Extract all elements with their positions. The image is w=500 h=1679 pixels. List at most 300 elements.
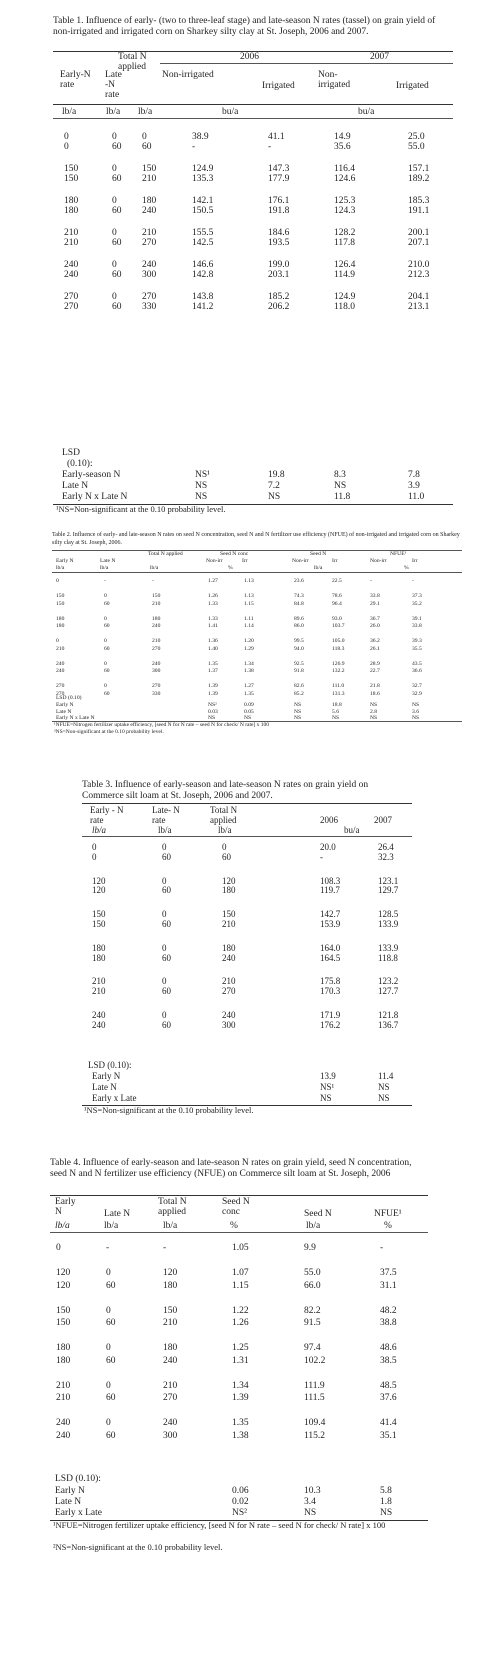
unit: % [230, 1221, 238, 1231]
table-cell: 0 [162, 1010, 167, 1020]
lsd-cell: NS [412, 702, 420, 708]
table-cell: 39.3 [412, 638, 422, 644]
lsd-cell: 13.9 [320, 1071, 336, 1081]
table-cell: 0 [56, 1243, 61, 1253]
table-cell: 82.2 [304, 1305, 321, 1316]
table-cell: 132.2 [332, 668, 345, 674]
unit: lb/a [163, 1221, 178, 1231]
lsd-cell: 10.3 [304, 1486, 321, 1496]
table-2-head-rule [52, 572, 462, 573]
lsd-title: LSD (0.10) [56, 695, 82, 701]
unit-bua: bu/a [358, 107, 375, 117]
table-cell: 1.25 [232, 1343, 249, 1353]
table-cell: 86.0 [294, 623, 304, 629]
early-n-header: Early - N rate [90, 805, 124, 825]
table-cell: 0 [162, 875, 167, 886]
table-cell: - [320, 851, 323, 862]
table-cell: 176.1 [268, 196, 290, 206]
table-cell: 240 [64, 270, 79, 280]
table-cell: 0 [112, 132, 117, 142]
table-3-caption: Table 3. Influence of early-season and late-season N rates on grain yield on Commerce silt loam at St. Joseph, 2006 and 2007. [82, 780, 369, 801]
table-4-footnote-2: ²NS=Non-significant at the 0.10 probability level. [53, 1542, 223, 1552]
lsd-cell: 11.0 [408, 492, 425, 502]
table-cell: 60 [104, 645, 110, 652]
lsd-cell: NS [332, 715, 340, 721]
lsd-cell: NS [380, 1508, 393, 1518]
table-cell: 91.5 [304, 1318, 321, 1328]
table-cell: 270 [64, 302, 79, 312]
lsd-cell: Early x Late [55, 1508, 102, 1518]
table-cell: 60 [112, 238, 122, 248]
table-cell: 180 [56, 623, 65, 629]
unit-bua: bu/a [344, 825, 360, 835]
table-1-head-rule [53, 104, 453, 105]
table-cell: 124.3 [334, 206, 356, 216]
nfue-header: NFUE¹ [374, 1209, 402, 1219]
irr-header: Irr [332, 558, 338, 564]
table-cell: 18.6 [370, 690, 380, 697]
table-cell: 60 [106, 1393, 116, 1403]
table-cell: - [163, 1243, 167, 1253]
table-cell: 111.9 [304, 1380, 325, 1391]
table-cell: 1.11 [244, 615, 254, 622]
late-n-header: Late N [104, 1209, 131, 1219]
table-cell: 97.4 [304, 1343, 321, 1353]
table-cell: 111.5 [304, 1393, 325, 1403]
table-cell: 184.6 [268, 228, 290, 238]
unit-lba: lb/a [138, 107, 153, 117]
table-cell: 60 [112, 302, 122, 312]
table-cell: 1.40 [208, 645, 218, 652]
table-cell: 135.3 [192, 174, 214, 184]
table-cell: 142.5 [192, 238, 214, 248]
table-cell: 121.8 [378, 1010, 399, 1020]
table-4-caption: Table 4. Influence of early-season and late-season N rates on grain yield, seed N concentration, seed N and N fertilizer use efficiency (NFUE) on Commerce silt loam at St. Joseph, 2006 [50, 1158, 412, 1179]
nonirrigated-2006-header: Non-irrigated [162, 70, 214, 80]
lsd-cell: 0.02 [232, 1497, 249, 1507]
table-cell: - [268, 142, 272, 152]
table-cell: 146.6 [192, 260, 214, 270]
early-n-header: Early N [55, 1197, 76, 1217]
lsd-cell: 19.8 [268, 470, 285, 480]
table-cell: 1.39 [208, 683, 218, 689]
table-cell: 41.1 [268, 132, 285, 142]
table-cell: 119.7 [320, 885, 340, 896]
lsd-cell: 2.8 [370, 708, 377, 715]
table-cell: 33.8 [412, 623, 422, 629]
table-cell: 1.34 [232, 1380, 249, 1391]
table-cell: 240 [92, 1019, 106, 1030]
table-cell: 150 [222, 909, 236, 920]
nfue-header: NFUE¹ [390, 551, 407, 557]
table-cell: 177.9 [268, 174, 290, 184]
unit: lb/a [314, 565, 323, 571]
table-1-unit-rule [53, 118, 453, 119]
table-cell: 60 [112, 174, 122, 184]
table-cell: 185.3 [408, 196, 430, 206]
table-cell: 38.5 [380, 1355, 397, 1366]
lsd-cell: NS [378, 1082, 390, 1092]
table-cell: 210 [56, 1393, 71, 1403]
table-cell: 128.2 [334, 228, 356, 238]
table-cell: - [104, 578, 106, 584]
table-cell: 0 [162, 842, 167, 852]
lsd-cell: 7.2 [268, 481, 280, 491]
unit-bua: bu/a [222, 107, 239, 117]
table-cell: 21.8 [370, 683, 380, 689]
lsd-cell: Early N x Late N [56, 715, 95, 721]
table-cell: 0 [64, 132, 69, 142]
table-cell: 60 [112, 270, 122, 280]
unit: lb/a [92, 825, 107, 835]
table-cell: 126.4 [334, 260, 356, 270]
table-cell: 189.2 [408, 174, 430, 184]
table-cell: 0 [112, 292, 117, 302]
table-cell: 150 [163, 1305, 178, 1316]
table-cell: 127.7 [378, 986, 399, 997]
table-cell: 0 [162, 976, 167, 987]
lsd-cell: 3.6 [412, 708, 419, 715]
seed-n-header: Seed N [304, 1209, 332, 1219]
table-cell: 91.8 [294, 668, 304, 674]
table-cell: 133.9 [378, 919, 399, 929]
table-cell: 60 [162, 919, 171, 929]
table-cell: 0 [142, 132, 147, 142]
table-cell: 60 [162, 952, 171, 963]
year-2007-header: 2007 [370, 52, 389, 62]
table-cell: 39.1 [412, 615, 422, 622]
unit: % [228, 565, 233, 571]
lsd-cell: NS [320, 1093, 332, 1103]
table-cell: 124.6 [334, 174, 356, 184]
unit: lb/a [150, 565, 159, 571]
table-cell: - [412, 578, 414, 584]
table-cell: 300 [163, 1430, 178, 1441]
table-cell: 180 [222, 942, 236, 953]
table-cell: 150 [64, 164, 79, 174]
table-cell: 240 [222, 1010, 236, 1020]
unit: lb/a [158, 825, 172, 835]
table-cell: 210 [163, 1318, 178, 1328]
table-cell: 150 [92, 909, 106, 920]
table-cell: 330 [142, 302, 157, 312]
lsd-cell: NS [244, 715, 252, 721]
table-cell: 29.1 [370, 600, 380, 607]
lsd-cell: Early-season N [62, 470, 121, 480]
table-cell: 240 [56, 668, 65, 674]
table-cell: 210 [92, 986, 106, 997]
table-cell: 330 [152, 690, 161, 697]
table-cell: 193.5 [268, 238, 290, 248]
early-n-header: Early N [56, 558, 74, 564]
table-cell: 14.9 [334, 132, 351, 142]
table-cell: 1.15 [232, 1280, 249, 1291]
table-cell: 120 [92, 885, 106, 896]
nonirrigated-2007-header: Non- irrigated [318, 70, 351, 90]
early-n-header: Early-N rate [60, 70, 91, 90]
late-n-header: Late -N rate [105, 70, 122, 100]
lsd-title: LSD (0.10): [55, 1474, 101, 1484]
lsd-cell: 0.05 [244, 708, 254, 715]
table-cell: 99.5 [294, 638, 304, 644]
table-cell: 115.2 [304, 1430, 326, 1441]
table-cell: 60 [104, 668, 110, 674]
total-n-header: Total N applied [118, 52, 147, 72]
lsd-cell: 0.09 [244, 702, 254, 708]
table-cell: 60 [162, 986, 171, 997]
table-cell: 37.3 [412, 593, 422, 599]
lsd-cell: Early N [92, 1071, 121, 1081]
table-cell: 213.1 [408, 302, 430, 312]
irrigated-2007-header: Irrigated [396, 81, 429, 91]
unit: lb/a [55, 1221, 70, 1231]
table-cell: 270 [56, 683, 65, 689]
table-cell: 124.9 [192, 164, 214, 174]
table-cell: 32.7 [412, 683, 422, 689]
table-cell: 1.33 [208, 600, 218, 607]
table-cell: 20.0 [320, 842, 336, 852]
table-cell: 150 [142, 164, 157, 174]
lsd-cell: 11.4 [378, 1071, 394, 1081]
table-cell: 0 [104, 660, 107, 667]
table-cell: 240 [92, 1010, 106, 1020]
nonirr-header: Non-irr [292, 558, 309, 564]
table-2-caption: Table 2. Influence of early- and late-season N rates on seed N concentration, seed N and N fertilizer use efficiency (NFUE) of non-irrigated and irrigated corn on Sharkey silty clay at St. Joseph, 2006. [52, 532, 460, 546]
table-cell: 210 [142, 228, 157, 238]
table-cell: 37.5 [380, 1268, 397, 1278]
table-cell: 1.33 [208, 615, 218, 622]
lsd-title: LSD (0.10): [88, 1060, 132, 1070]
table-cell: 240 [163, 1355, 178, 1366]
table-cell: 0 [56, 578, 59, 584]
table-cell: 35.5 [412, 645, 422, 652]
table-cell: 210 [56, 1380, 71, 1391]
lsd-cell: 5.8 [380, 1486, 392, 1496]
table-cell: 212.3 [408, 270, 430, 280]
lsd-cell: 0.03 [208, 708, 218, 715]
table-cell: 1.22 [232, 1305, 249, 1316]
table-cell: 60 [106, 1355, 116, 1366]
table-cell: 199.0 [268, 260, 290, 270]
table-cell: 23.6 [294, 578, 304, 584]
table-cell: 150 [56, 1305, 71, 1316]
table-cell: 210 [222, 976, 236, 987]
year-2006-header: 2006 [320, 815, 338, 825]
lsd-cell: NS [195, 481, 208, 491]
table-cell: 1.39 [208, 690, 218, 697]
table-cell: 103.7 [332, 623, 345, 629]
table-cell: 60 [162, 1019, 171, 1030]
total-n-header: Total N applied [148, 551, 183, 557]
table-cell: 270 [163, 1393, 178, 1403]
table-cell: 270 [64, 292, 79, 302]
table-1-footnote: ¹NS=Non-significant at the 0.10 probability level. [56, 504, 226, 514]
table-cell: 270 [142, 292, 157, 302]
table-cell: 240 [56, 660, 65, 667]
table-cell: 60 [222, 851, 231, 862]
table-cell: 1.36 [208, 638, 218, 644]
lsd-cell: NS¹ [195, 470, 210, 480]
table-cell: 210 [222, 919, 236, 929]
table-cell: 180 [92, 952, 106, 963]
lsd-cell: Late N [56, 708, 72, 715]
table-cell: 142.8 [192, 270, 214, 280]
table-cell: 60 [162, 851, 171, 862]
lsd-cell: NS [370, 715, 378, 721]
lsd-cell: Early N x Late N [62, 492, 128, 502]
table-cell: 240 [56, 1430, 71, 1441]
table-cell: 128.5 [378, 909, 399, 920]
lsd-cell: 8.3 [334, 470, 346, 480]
table-cell: 180 [64, 206, 79, 216]
table-cell: 150 [56, 593, 65, 599]
table-cell: 1.05 [232, 1243, 249, 1253]
table-cell: 0 [112, 196, 117, 206]
table-cell: 37.6 [380, 1393, 397, 1403]
irr-header: Irr [412, 558, 418, 564]
table-cell: 270 [142, 238, 157, 248]
table-cell: 180 [56, 1355, 71, 1366]
late-n-header: Late- N rate [152, 805, 180, 825]
table-cell: 136.7 [378, 1019, 399, 1030]
table-cell: 133.9 [378, 942, 399, 953]
table-cell: 55.0 [408, 142, 425, 152]
table-cell: 1.41 [208, 623, 218, 629]
table-cell: 206.2 [268, 302, 290, 312]
table-cell: 1.15 [244, 600, 254, 607]
table-cell: 0 [106, 1380, 111, 1391]
table-cell: 191.8 [268, 206, 290, 216]
table-cell: 36.6 [412, 668, 422, 674]
year-rule [160, 63, 453, 64]
table-cell: 126.9 [332, 660, 345, 667]
table-cell: 150 [152, 593, 161, 599]
table-cell: 22.5 [332, 578, 342, 584]
lsd-cell: 11.8 [334, 492, 351, 502]
lsd-cell: Early N [55, 1486, 85, 1496]
table-cell: 92.5 [294, 660, 304, 667]
table-cell: 150 [56, 1318, 71, 1328]
table-cell: 9.9 [304, 1243, 316, 1253]
table-cell: 82.6 [294, 683, 304, 689]
table-cell: 1.14 [244, 623, 254, 629]
table-cell: 96.4 [332, 600, 342, 607]
lsd-cell: Late N [92, 1082, 117, 1092]
table-cell: 123.2 [378, 976, 399, 987]
table-cell: 120 [222, 875, 236, 886]
table-cell: 0 [222, 842, 227, 852]
table-cell: 48.6 [380, 1343, 397, 1353]
table-4-top-rule [50, 1195, 428, 1196]
table-cell: 240 [142, 206, 157, 216]
lsd-cell: 1.8 [380, 1497, 392, 1507]
table-cell: 210 [92, 976, 106, 987]
table-cell: 32.3 [378, 851, 394, 862]
table-cell: 240 [56, 1418, 71, 1428]
table-cell: 22.7 [370, 668, 380, 674]
table-cell: 240 [152, 660, 161, 667]
lsd-cell: 0.06 [232, 1486, 249, 1496]
table-cell: 157.1 [408, 164, 430, 174]
table-cell: 26.1 [370, 645, 380, 652]
table-cell: 0 [162, 909, 167, 920]
table-cell: 180 [152, 615, 161, 622]
table-cell: 150.5 [192, 206, 214, 216]
year-2007-header: 2007 [374, 815, 392, 825]
table-cell: 120 [163, 1268, 178, 1278]
table-cell: 0 [162, 942, 167, 953]
table-cell: 150 [92, 919, 106, 929]
table-cell: 60 [104, 623, 110, 629]
table-cell: 84.8 [294, 600, 304, 607]
table-cell: 1.07 [232, 1268, 249, 1278]
table-cell: 1.31 [232, 1355, 249, 1366]
table-cell: 180 [64, 196, 79, 206]
total-n-header: Total N applied [210, 805, 238, 825]
table-cell: 1.13 [244, 578, 254, 584]
table-cell: 33.8 [370, 593, 380, 599]
table-cell: - [380, 1243, 384, 1253]
table-cell: 180 [222, 885, 236, 896]
table-cell: 171.9 [320, 1010, 341, 1020]
table-cell: 38.9 [192, 132, 209, 142]
lsd-cell: NS [370, 702, 378, 708]
total-n-header: Total N applied [158, 1197, 187, 1217]
table-cell: 89.6 [294, 615, 304, 622]
table-cell: 142.7 [320, 909, 341, 920]
table-cell: 210.0 [408, 260, 430, 270]
table-cell: 60 [106, 1430, 116, 1441]
lsd-cell: NS [208, 715, 216, 721]
unit: lb/a [218, 825, 232, 835]
table-cell: 180 [163, 1280, 178, 1291]
table-cell: 300 [142, 270, 157, 280]
table-cell: 94.0 [294, 645, 304, 652]
table-cell: 141.2 [192, 302, 214, 312]
table-3-top-rule [82, 803, 412, 804]
table-cell: 270 [152, 645, 161, 652]
table-cell: 300 [222, 1019, 236, 1030]
table-cell: 142.1 [192, 196, 214, 206]
table-cell: 180 [56, 615, 65, 622]
lsd-cell: NS² [232, 1508, 247, 1518]
table-cell: 108.3 [320, 875, 341, 886]
table-cell: 207.1 [408, 238, 430, 248]
table-cell: 31.1 [380, 1280, 397, 1291]
lsd-cell: NS [378, 1093, 390, 1103]
table-cell: 38.8 [380, 1318, 397, 1328]
table-cell: 240 [142, 260, 157, 270]
table-cell: 210 [56, 645, 65, 652]
lsd-cell: Late N [62, 481, 89, 491]
table-cell: 60 [104, 600, 110, 607]
table-4-footnote-1: ¹NFUE=Nitrogen fertilizer uptake efficiency, [seed N for N rate – seed N for check/ N rate] x 100 [53, 1520, 386, 1530]
table-cell: 32.9 [412, 690, 422, 697]
unit: lb/a [100, 565, 109, 571]
table-cell: 240 [222, 952, 236, 963]
table-cell: 41.4 [380, 1418, 397, 1428]
table-cell: 0 [92, 842, 97, 852]
table-cell: 0 [106, 1268, 111, 1278]
table-cell: 0 [106, 1343, 111, 1353]
unit-lba: lb/a [106, 107, 121, 117]
table-cell: 35.6 [334, 142, 351, 152]
table-cell: 25.0 [408, 132, 425, 142]
table-cell: 185.2 [268, 292, 290, 302]
table-cell: 1.34 [244, 660, 254, 667]
table-cell: 109.4 [304, 1418, 326, 1428]
table-cell: 85.2 [294, 690, 304, 697]
